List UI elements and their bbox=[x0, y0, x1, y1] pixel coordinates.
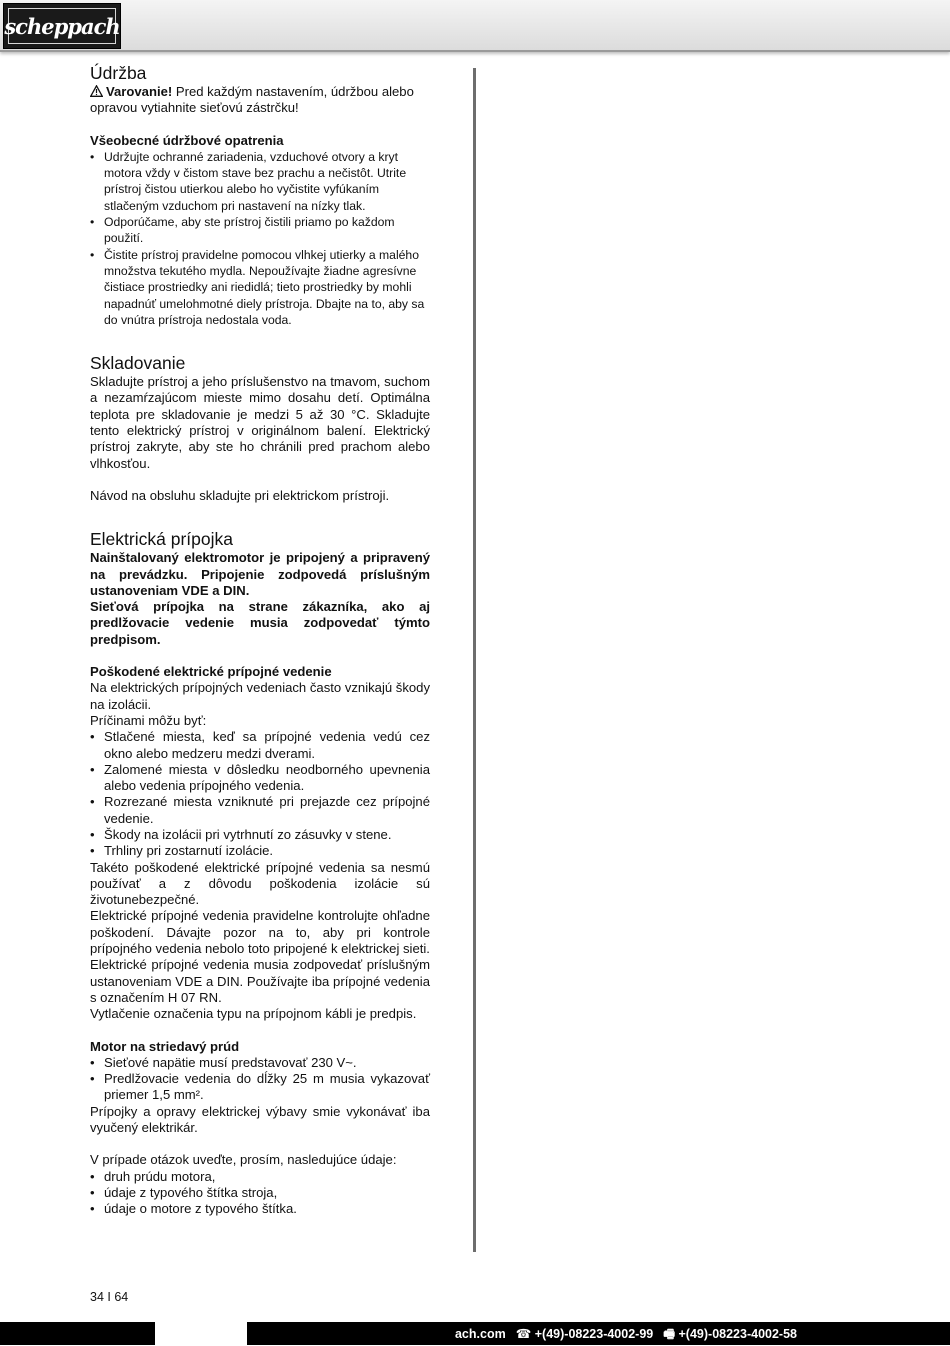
motor-paragraph: Prípojky a opravy elektrickej výbavy smie vykonávať iba vyučený elektrikár. bbox=[90, 1103, 430, 1136]
list-item: • Predlžovacie vedenia do dĺžky 25 m musia vykazovať priemer 1,5 mm². bbox=[90, 1071, 430, 1103]
column-divider bbox=[473, 68, 476, 1252]
list-item: • Stlačené miesta, keď sa prípojné vedenia vedú cez okno alebo medzeru medzi dverami. bbox=[90, 729, 430, 761]
damaged-paragraph-1: Takéto poškodené elektrické prípojné vedenia sa nesmú používať a z dôvodu poškodenia izolácie sú životunebezpečné. bbox=[90, 859, 430, 908]
main-column bbox=[90, 62, 430, 1218]
scheppach-logo bbox=[3, 3, 121, 49]
causes-list bbox=[90, 729, 430, 859]
subsection-title-maintenance: Všeobecné údržbové opatrenia bbox=[90, 132, 284, 148]
list-item: • Čistite prístroj pravidelne pomocou vlhkej utierky a malého množstva tekutého mydla. Nepoužívajte žiadne agresívne čistiace prostriedky ani riedidlá; tieto prostriedky by mohli napadnúť umelohmotné diely prístroja. Dbajte na to, aby sa do vnútra prístroja nedostala voda. bbox=[90, 247, 425, 327]
list-item: • údaje o motore z typového štítka. bbox=[90, 1201, 297, 1217]
connection-bold-1: Nainštalovaný elektromotor je pripojený a pripravený na prevádzku. Pripojenie zodpovedá príslušným ustanoveniam VDE a DIN. bbox=[90, 550, 430, 598]
questions-intro: V prípade otázok uveďte, prosím, nasledujúce údaje: bbox=[90, 1152, 397, 1168]
section-title-pripojka: Elektrická prípojka bbox=[90, 529, 233, 550]
damaged-paragraph-2: Elektrické prípojné vedenia pravidelne kontrolujte ohľadne poškodení. Dávajte pozor na to, aby pri kontrole prípojného vedenia nebolo toto pripojené k elektrickej sieti. bbox=[90, 908, 430, 957]
list-item: • Udržujte ochranné zariadenia, vzduchové otvory a kryt motora vždy v čistom stave bez prachu a nečistôt. Utrite prístroj čistou utierkou alebo ho vyčistite vyfúkaním stlačeným vzduchom pri nastavení na nízky tlak. bbox=[90, 149, 407, 213]
causes-label: Príčinami môžu byť: bbox=[90, 712, 207, 728]
list-item: • Zalomené miesta v dôsledku neodborného upevnenia alebo vedenia prípojného vedenia. bbox=[90, 761, 430, 794]
logo-text: scheppach bbox=[4, 13, 120, 39]
subsection-title-damaged: Poškodené elektrické prípojné vedenie bbox=[90, 664, 332, 680]
motor-list bbox=[90, 1055, 430, 1104]
warning-paragraph bbox=[90, 84, 430, 117]
storage-paragraph: Skladujte prístroj a jeho príslušenstvo na tmavom, suchom a nezamŕzajúcom mieste mimo dosahu detí. Optimálna teplota pre skladovanie je medzi 5 až 30 °C. Skladujte tento elektrický prístroj v originálnom balení. Elektrický prístroj zakryte, aby ste ho chránili pred prachom alebo vlhkosťou. bbox=[90, 374, 430, 471]
footer-phone: ☎ +(49)-08223-4002-99 bbox=[515, 1327, 654, 1341]
list-item: • Odporúčame, aby ste prístroj čistili priamo po každom použití. bbox=[90, 215, 395, 246]
list-item: • Trhliny pri zostarnutí izolácie. bbox=[90, 843, 274, 859]
connection-bold-2: Sieťová prípojka na strane zákazníka, ako aj predlžovacie vedenie musia zodpovedať týmto predpisom. bbox=[90, 599, 430, 647]
maintenance-list bbox=[90, 149, 430, 328]
list-item: • druh prúdu motora, bbox=[90, 1168, 216, 1184]
damaged-paragraph-3: Elektrické prípojné vedenia musia zodpovedať príslušným ustanoveniam VDE a DIN. Používajte iba prípojné vedenia s označením H 07 RN. bbox=[90, 957, 430, 1005]
list-item: • Sieťové napätie musí predstavovať 230 V~. bbox=[90, 1054, 357, 1070]
damaged-intro: Na elektrických prípojných vedeniach často vznikajú škody na izolácii. bbox=[90, 680, 430, 712]
storage-note: Návod na obsluhu skladujte pri elektrickom prístroji. bbox=[90, 487, 390, 503]
damaged-paragraph-4: Vytlačenie označenia typu na prípojnom kábli je predpis. bbox=[90, 1006, 417, 1022]
footer-gap bbox=[155, 1322, 247, 1345]
list-item: • Rozrezané miesta vzniknuté pri prejazde cez prípojné vedenie. bbox=[90, 794, 430, 826]
warning-label: Varovanie! bbox=[106, 84, 173, 99]
footer-contact bbox=[445, 1325, 797, 1346]
list-item: • údaje z typového štítka stroja, bbox=[90, 1184, 278, 1200]
warning-text: Pred každým nastavením, údržbou alebo opravou vytiahnite sieťovú zástrčku! bbox=[90, 84, 414, 116]
header-bar bbox=[0, 0, 950, 52]
footer-web: ach.com bbox=[454, 1327, 506, 1341]
section-title-udrzba: Údržba bbox=[90, 63, 147, 83]
logo-frame bbox=[4, 8, 120, 44]
page-number: 34 I 64 bbox=[90, 1290, 129, 1304]
warning-triangle-icon bbox=[90, 85, 103, 97]
section-title-skladovanie: Skladovanie bbox=[90, 353, 186, 374]
subsection-title-motor: Motor na striedavý prúd bbox=[90, 1038, 240, 1054]
questions-list bbox=[90, 1169, 430, 1218]
footer-fax: 🖷 +(49)-08223-4002-58 bbox=[663, 1327, 797, 1341]
list-item: • Škody na izolácii pri vytrhnutí zo zásuvky v stene. bbox=[90, 826, 392, 842]
